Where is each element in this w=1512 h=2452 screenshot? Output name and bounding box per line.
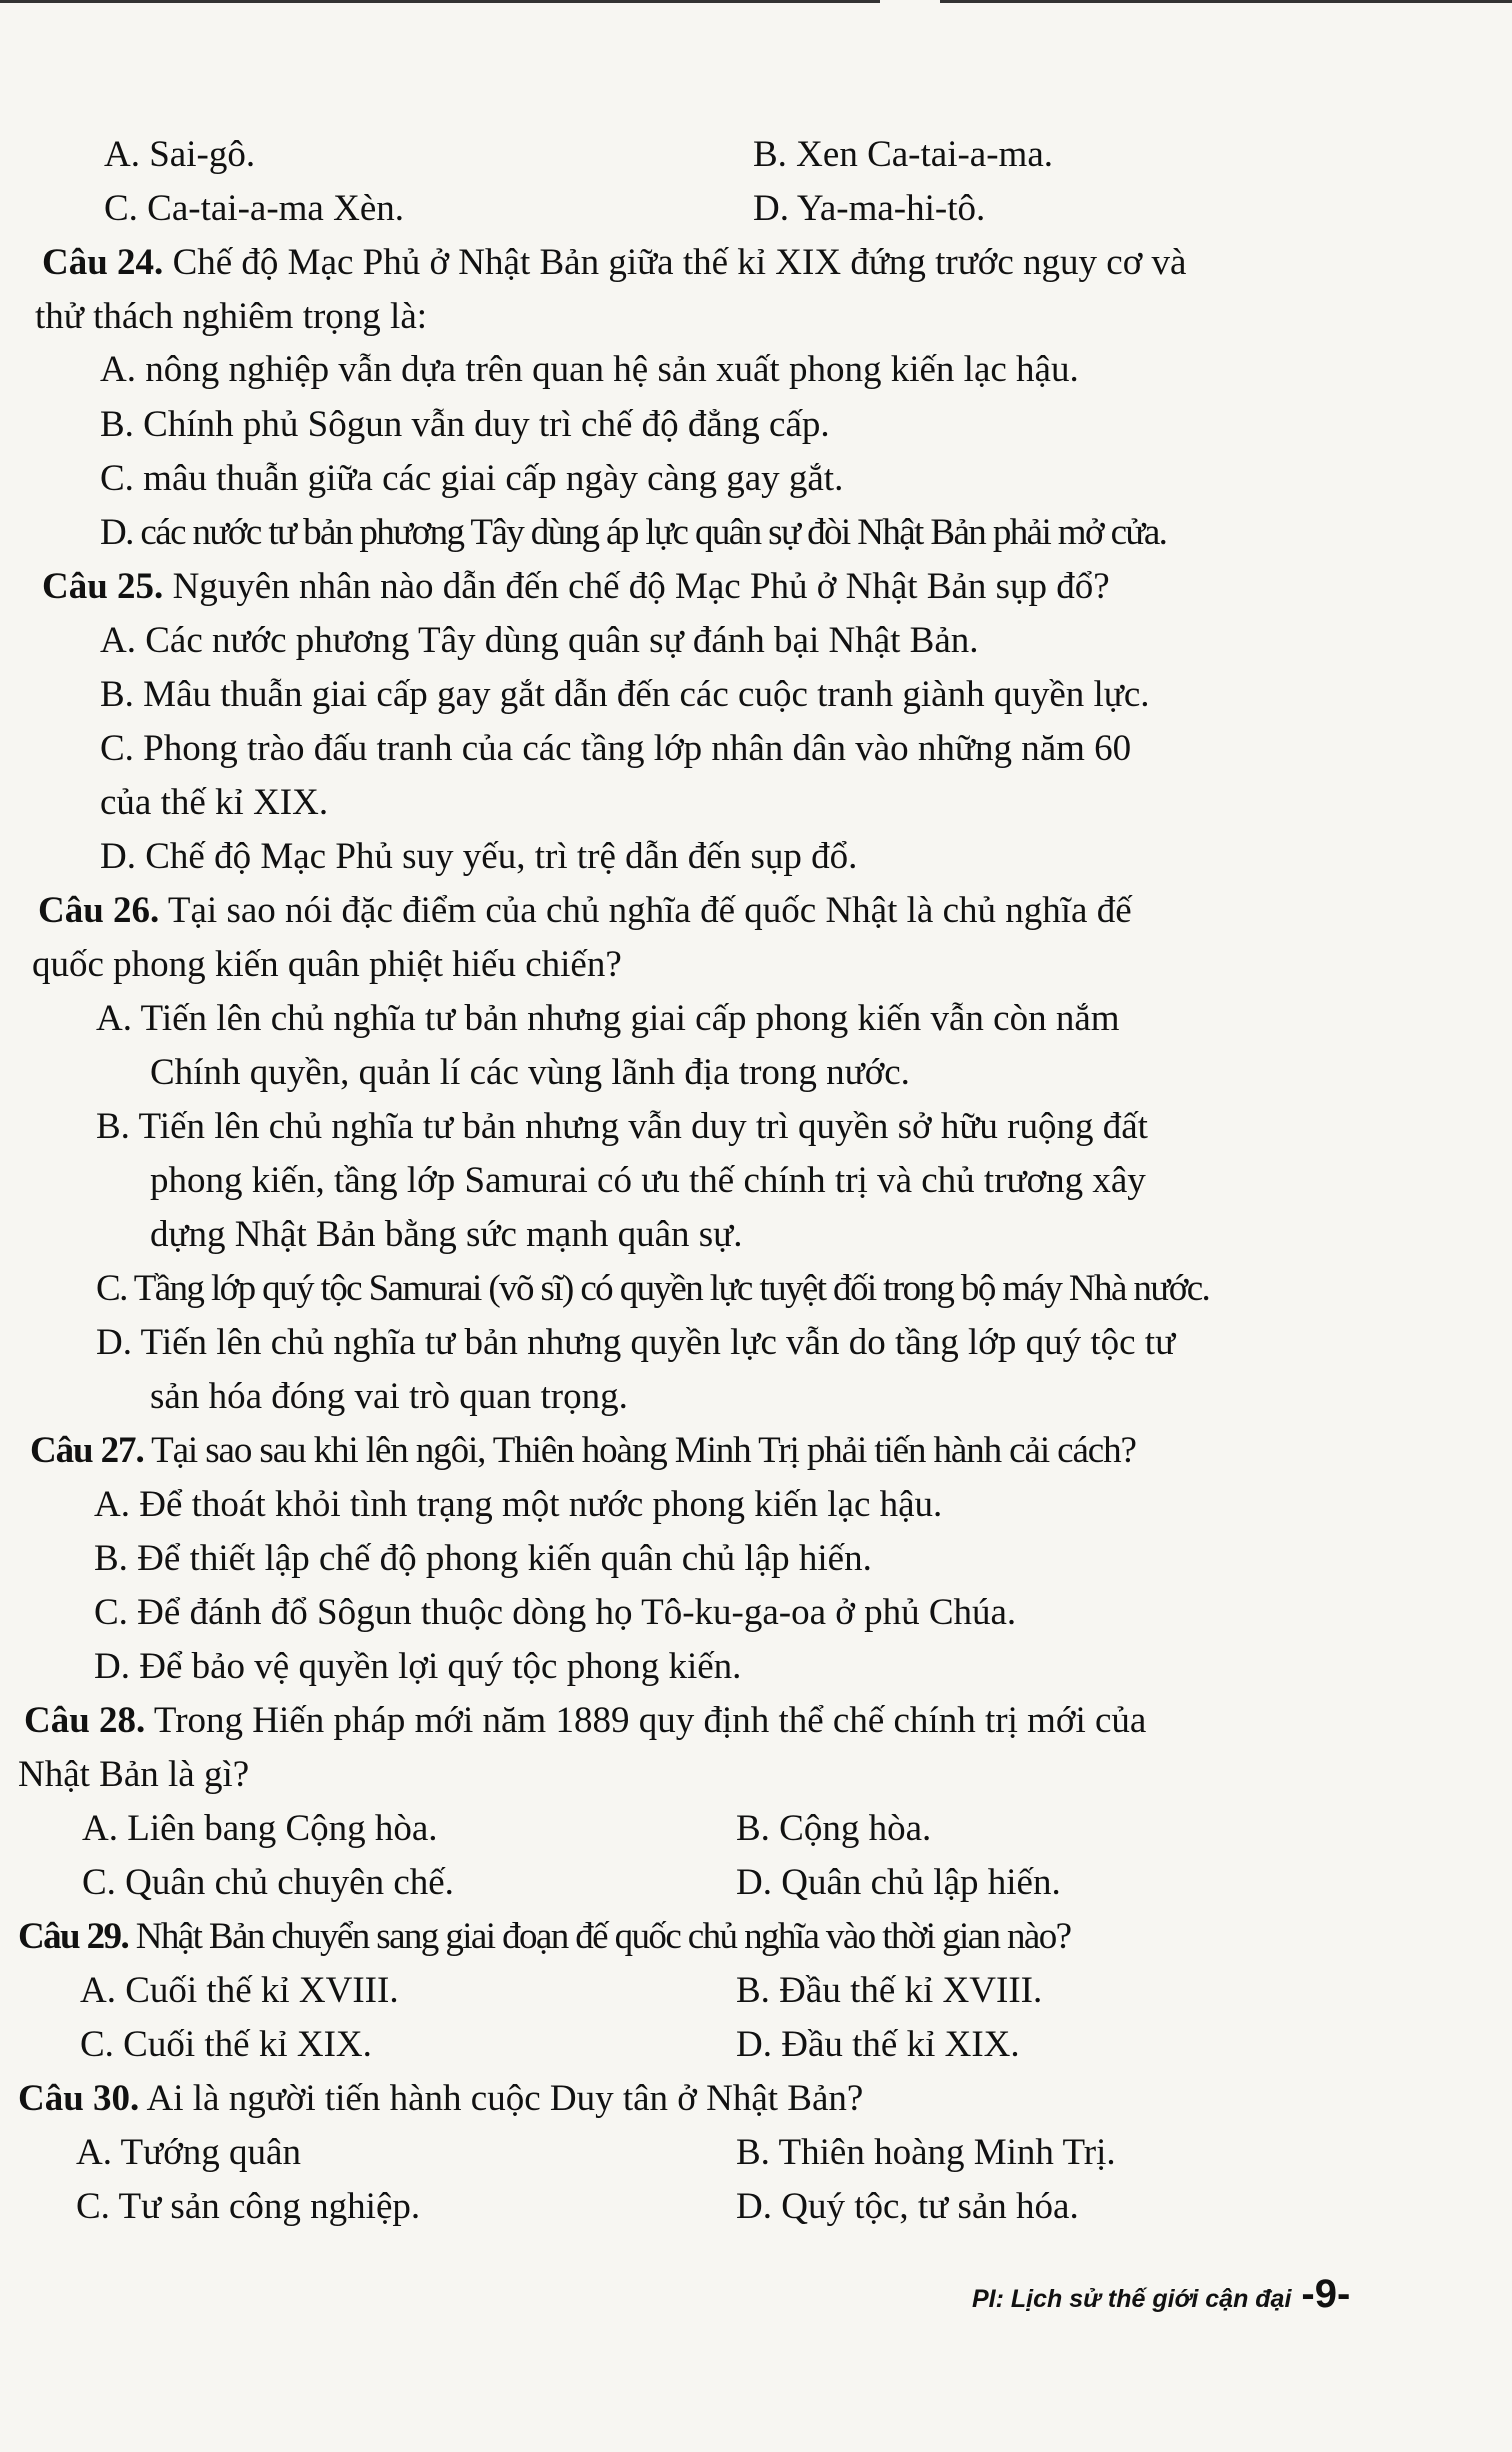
q28-text: Trong Hiến pháp mới năm 1889 quy định thể chế chính trị mới của bbox=[145, 1700, 1147, 1741]
q24-option-d: D. các nước tư bản phương Tây dùng áp lực quân sự đòi Nhật Bản phải mở cửa. bbox=[100, 512, 1167, 553]
top-rule bbox=[0, 0, 1512, 3]
q28-stem-line1 bbox=[24, 1694, 1146, 1748]
q28-option-a: A. Liên bang Cộng hòa. bbox=[82, 1808, 438, 1849]
q26-option-a-line1: A. Tiến lên chủ nghĩa tư bản nhưng giai cấp phong kiến vẫn còn nắm bbox=[96, 998, 1120, 1039]
q29-option-c: C. Cuối thế kỉ XIX. bbox=[80, 2024, 372, 2065]
q29-stem-line1 bbox=[18, 1910, 1070, 1964]
q25-stem-line1 bbox=[42, 560, 1110, 614]
q29-text: Nhật Bản chuyển sang giai đoạn đế quốc chủ nghĩa vào thời gian nào? bbox=[128, 1916, 1071, 1957]
q25-option-c-line2: của thế kỉ XIX. bbox=[100, 782, 329, 823]
q30-option-a: A. Tướng quân bbox=[76, 2132, 301, 2173]
q24-stem-line2: thử thách nghiêm trọng là: bbox=[35, 296, 428, 337]
q30-option-c: C. Tư sản công nghiệp. bbox=[76, 2186, 421, 2227]
q30-text: Ai là người tiến hành cuộc Duy tân ở Nhật Bản? bbox=[139, 2078, 864, 2119]
q25-option-d: D. Chế độ Mạc Phủ suy yếu, trì trệ dẫn đến sụp đổ. bbox=[100, 836, 858, 877]
q24-option-b: B. Chính phủ Sôgun vẫn duy trì chế độ đẳng cấp. bbox=[100, 404, 830, 445]
q30-stem-line1 bbox=[18, 2072, 863, 2126]
q24-label: Câu 24. bbox=[42, 242, 164, 283]
q26-stem-line2: quốc phong kiến quân phiệt hiếu chiến? bbox=[32, 944, 622, 985]
q26-option-b-line1: B. Tiến lên chủ nghĩa tư bản nhưng vẫn duy trì quyền sở hữu ruộng đất bbox=[96, 1106, 1148, 1147]
q29-option-a: A. Cuối thế kỉ XVIII. bbox=[80, 1970, 399, 2011]
q30-label: Câu 30. bbox=[18, 2078, 140, 2119]
q26-option-a-line2: Chính quyền, quản lí các vùng lãnh địa trong nước. bbox=[150, 1052, 910, 1093]
q26-option-b-line2: phong kiến, tầng lớp Samurai có ưu thế chính trị và chủ trương xây bbox=[150, 1160, 1146, 1201]
page-footer bbox=[972, 2272, 1350, 2317]
prev-option-c: C. Ca-tai-a-ma Xèn. bbox=[104, 188, 404, 229]
q29-option-d: D. Đầu thế kỉ XIX. bbox=[736, 2024, 1020, 2065]
q28-option-d: D. Quân chủ lập hiến. bbox=[736, 1862, 1061, 1903]
q28-option-c: C. Quân chủ chuyên chế. bbox=[82, 1862, 454, 1903]
q27-option-d: D. Để bảo vệ quyền lợi quý tộc phong kiến. bbox=[94, 1646, 742, 1687]
top-rule-gap bbox=[880, 0, 940, 3]
q27-option-a: A. Để thoát khỏi tình trạng một nước phong kiến lạc hậu. bbox=[94, 1484, 943, 1525]
prev-option-b: B. Xen Ca-tai-a-ma. bbox=[753, 134, 1053, 175]
q28-label: Câu 28. bbox=[24, 1700, 146, 1741]
q27-stem-line1 bbox=[30, 1424, 1136, 1478]
prev-option-d: D. Ya-ma-hi-tô. bbox=[753, 188, 986, 229]
prev-option-a: A. Sai-gô. bbox=[104, 134, 256, 175]
q27-option-c: C. Để đánh đổ Sôgun thuộc dòng họ Tô-ku-ga-oa ở phủ Chúa. bbox=[94, 1592, 1017, 1633]
q25-text: Nguyên nhân nào dẫn đến chế độ Mạc Phủ ở Nhật Bản sụp đổ? bbox=[163, 566, 1110, 607]
q26-label: Câu 26. bbox=[38, 890, 160, 931]
q30-option-d: D. Quý tộc, tư sản hóa. bbox=[736, 2186, 1079, 2227]
q26-option-c: C. Tầng lớp quý tộc Samurai (võ sĩ) có quyền lực tuyệt đối trong bộ máy Nhà nước. bbox=[96, 1268, 1210, 1309]
q25-label: Câu 25. bbox=[42, 566, 164, 607]
q26-option-b-line3: dựng Nhật Bản bằng sức mạnh quân sự. bbox=[150, 1214, 743, 1255]
q26-option-d-line2: sản hóa đóng vai trò quan trọng. bbox=[150, 1376, 628, 1417]
q27-label: Câu 27. bbox=[30, 1430, 144, 1471]
q25-option-c-line1: C. Phong trào đấu tranh của các tầng lớp nhân dân vào những năm 60 bbox=[100, 728, 1132, 769]
q24-text: Chế độ Mạc Phủ ở Nhật Bản giữa thế kỉ XIX đứng trước nguy cơ và bbox=[163, 242, 1187, 283]
q28-stem-line2: Nhật Bản là gì? bbox=[18, 1754, 250, 1795]
q28-option-b: B. Cộng hòa. bbox=[736, 1808, 932, 1849]
q25-option-b: B. Mâu thuẫn giai cấp gay gắt dẫn đến các cuộc tranh giành quyền lực. bbox=[100, 674, 1150, 715]
q29-option-b: B. Đầu thế kỉ XVIII. bbox=[736, 1970, 1043, 2011]
q26-text: Tại sao nói đặc điểm của chủ nghĩa đế quốc Nhật là chủ nghĩa đế bbox=[159, 890, 1132, 931]
q30-option-b: B. Thiên hoàng Minh Trị. bbox=[736, 2132, 1116, 2173]
page-number: -9- bbox=[1301, 2272, 1351, 2316]
q29-label: Câu 29. bbox=[18, 1916, 129, 1957]
q26-stem-line1 bbox=[38, 884, 1132, 938]
q26-option-d-line1: D. Tiến lên chủ nghĩa tư bản nhưng quyền lực vẫn do tầng lớp quý tộc tư bbox=[96, 1322, 1176, 1363]
footer-book-title: PI: Lịch sử thế giới cận đại bbox=[972, 2285, 1292, 2313]
q25-option-a: A. Các nước phương Tây dùng quân sự đánh bại Nhật Bản. bbox=[100, 620, 979, 661]
q24-option-a: A. nông nghiệp vẫn dựa trên quan hệ sản xuất phong kiến lạc hậu. bbox=[100, 349, 1079, 390]
q27-text: Tại sao sau khi lên ngôi, Thiên hoàng Minh Trị phải tiến hành cải cách? bbox=[143, 1430, 1136, 1471]
q24-stem-line1 bbox=[42, 236, 1186, 290]
q24-option-c: C. mâu thuẫn giữa các giai cấp ngày càng gay gắt. bbox=[100, 458, 844, 499]
q27-option-b: B. Để thiết lập chế độ phong kiến quân chủ lập hiến. bbox=[94, 1538, 872, 1579]
